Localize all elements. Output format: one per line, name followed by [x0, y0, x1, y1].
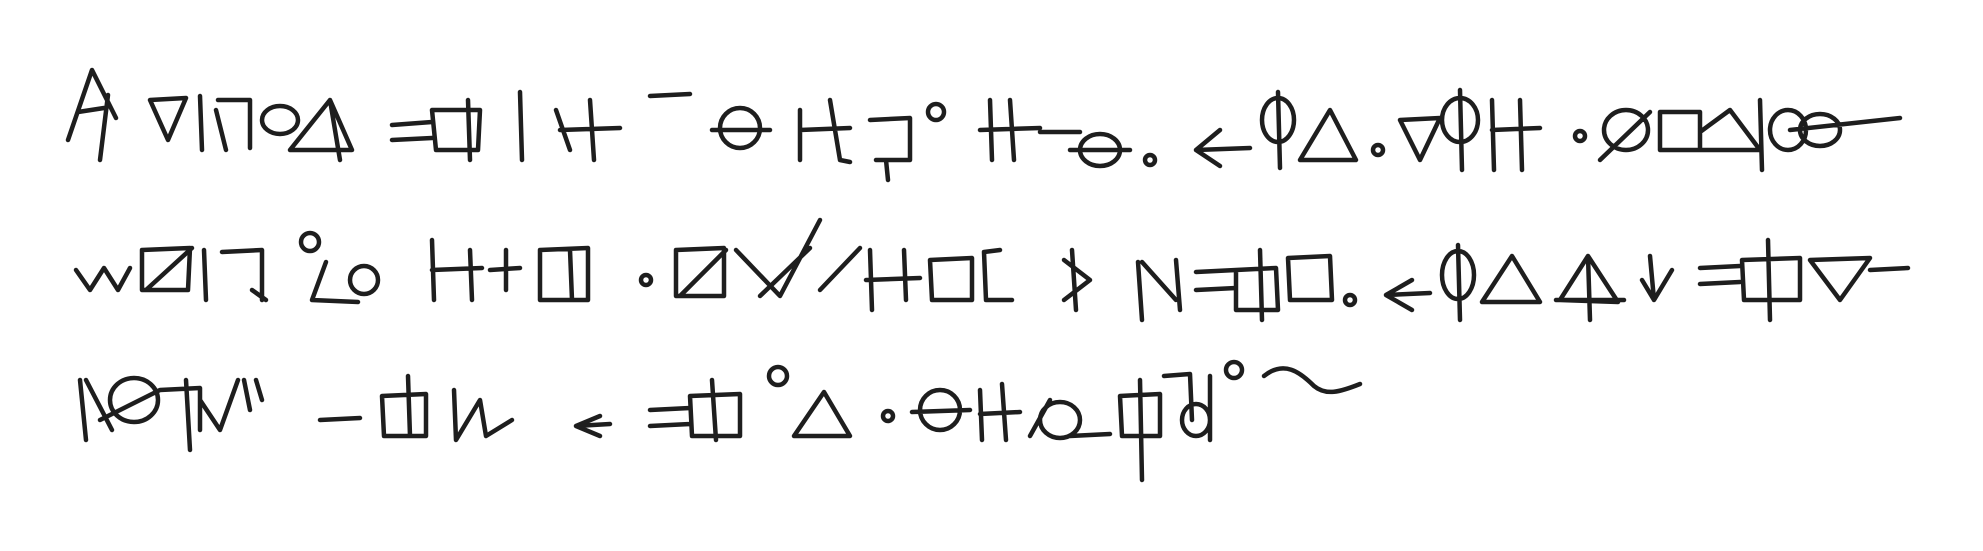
- glyph-word: [80, 378, 360, 450]
- manuscript-line-2: [76, 220, 1908, 320]
- glyph-word: [1575, 100, 1900, 170]
- glyph-word: [392, 92, 690, 160]
- glyph-word: [68, 70, 352, 160]
- glyph-word: [676, 220, 1012, 310]
- glyph-word: [980, 100, 1155, 166]
- glyph-word: [432, 240, 651, 300]
- manuscript-line-3: [80, 362, 1360, 480]
- glyph-word: [1138, 250, 1355, 320]
- glyph-word: [1642, 256, 1672, 300]
- glyph-word: [1120, 362, 1360, 480]
- glyph-word: [1700, 240, 1908, 320]
- glyph-word: [712, 100, 944, 180]
- glyph-word: [1400, 90, 1540, 170]
- glyph-word: [1196, 92, 1383, 168]
- manuscript-line-1: [68, 70, 1900, 180]
- glyph-word: [76, 233, 378, 302]
- glyph-word: [576, 367, 850, 440]
- glyph-word: [1064, 250, 1090, 310]
- glyph-word: [883, 384, 1110, 440]
- glyph-word: [1386, 245, 1624, 320]
- glyph-word: [382, 376, 512, 440]
